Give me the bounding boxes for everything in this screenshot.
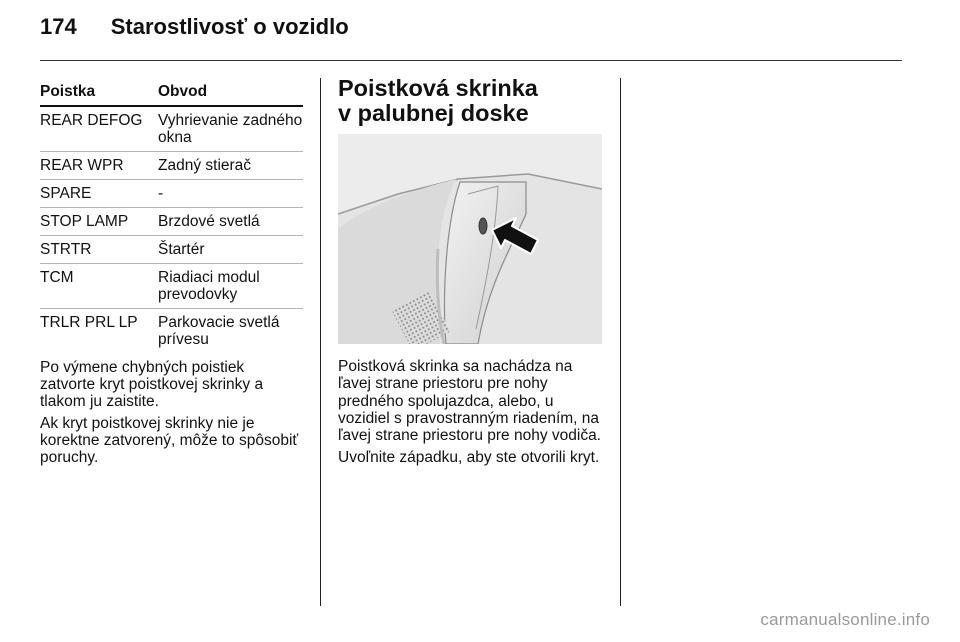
section-title (338, 76, 606, 126)
circuit-cell: Vyhrievanie zadného okna (158, 106, 303, 152)
page-number: 174 (40, 14, 77, 39)
page-header (40, 14, 349, 40)
table-row (40, 264, 303, 309)
fuse-cell: TCM (40, 264, 158, 309)
circuit-cell: Parkovacie svetlá prívesu (158, 314, 280, 348)
header-circuit: Obvod (158, 78, 303, 106)
fuse-cell: STOP LAMP (40, 208, 158, 236)
section-title-line: v palubnej doske (338, 100, 529, 126)
table-row (40, 180, 303, 208)
fuse-box-illustration (338, 134, 602, 344)
circuit-cell: - (158, 180, 303, 208)
section-title-line: Poistková skrinka (338, 75, 538, 101)
table-row (40, 309, 303, 354)
watermark: carmanualsonline.info (760, 610, 930, 629)
fuse-cell: SPARE (40, 180, 158, 208)
release-latch (479, 218, 487, 234)
fuse-cell: REAR DEFOG (40, 106, 158, 152)
paragraph: Uvoľnite západku, aby ste otvorili kryt. (338, 449, 600, 467)
table-row (40, 236, 303, 264)
fuse-cell: TRLR PRL LP (40, 314, 138, 331)
table-row (40, 208, 303, 236)
chapter-title: Starostlivosť o vozidlo (110, 14, 349, 39)
header-fuse: Poistka (40, 78, 158, 106)
fuse-cell: STRTR (40, 236, 158, 264)
table-row (40, 106, 303, 152)
paragraph: Ak kryt poistkovej skrinky nie je korektne zatvorený, môže to spôsobiť poruchy. (40, 415, 299, 466)
fuse-table (40, 78, 303, 353)
fuse-table-header-row (40, 78, 303, 106)
circuit-cell: Zadný stierač (158, 152, 303, 180)
paragraph: Po výmene chybných poistiek zatvorte kryt poistkovej skrinky a tlakom ju zaistite. (40, 359, 264, 410)
middle-column (338, 76, 606, 472)
table-row (40, 152, 303, 180)
column-divider (620, 78, 621, 606)
fuse-cell: REAR WPR (40, 152, 158, 180)
circuit-cell: Brzdové svetlá (158, 208, 303, 236)
column-divider (320, 78, 321, 606)
section-body-text (338, 358, 606, 467)
circuit-cell: Riadiaci modul prevodovky (158, 264, 303, 309)
header-rule (40, 60, 902, 61)
circuit-cell: Štartér (158, 236, 303, 264)
paragraph: Poistková skrinka sa nachádza na ľavej strane priestoru pre nohy predného spolujazdca, alebo, u vozidiel s pravostranným riadením, na ľavej strane priestoru pre nohy vodiča. (338, 358, 601, 445)
left-column (40, 78, 303, 471)
left-body-text (40, 359, 303, 466)
